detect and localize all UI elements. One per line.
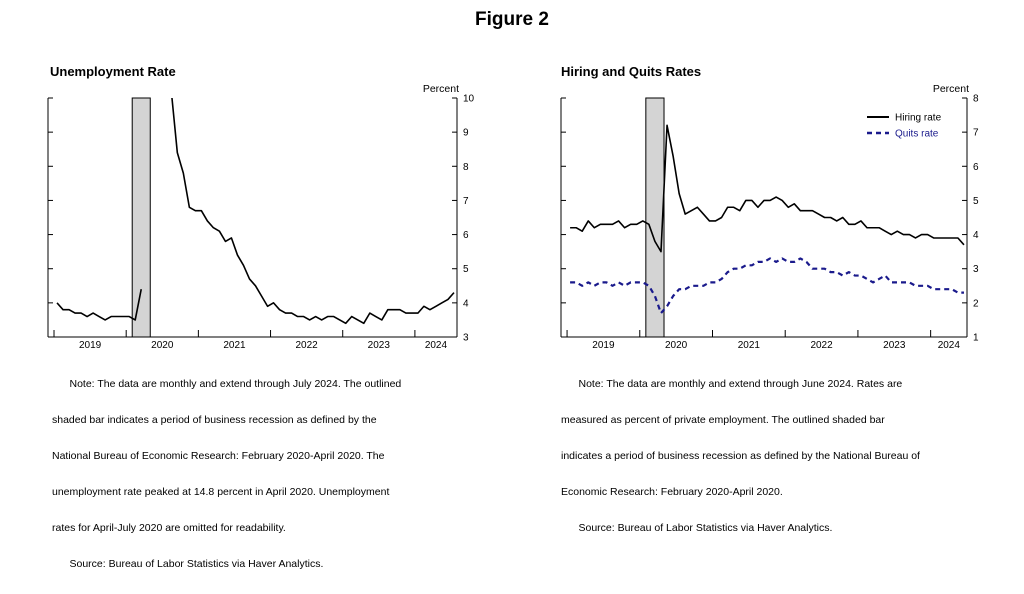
x-tick-label: 2019 <box>78 340 102 351</box>
x-tick-label: 2019 <box>592 340 615 351</box>
y-tick-label: 6 <box>463 230 469 242</box>
x-tick-label: 2023 <box>883 340 906 351</box>
y-tick-label: 2 <box>973 298 979 310</box>
note-line: Economic Research: February 2020-April 2020. <box>561 486 783 498</box>
y-tick-label: 4 <box>973 230 979 242</box>
y-tick-label: 5 <box>463 264 469 276</box>
note-line: measured as percent of private employment. The outlined shaded bar <box>561 414 885 426</box>
note-line: Source: Bureau of Labor Statistics via Haver Analytics. <box>561 522 833 534</box>
x-tick-label: 2023 <box>367 340 390 351</box>
note-line: rates for April-July 2020 are omitted for readability. <box>52 522 286 534</box>
unemployment-panel <box>0 0 475 570</box>
note-line: National Bureau of Economic Research: February 2020-April 2020. The <box>52 450 385 462</box>
hiring-quits-note <box>561 354 920 558</box>
y-axis-label: Percent <box>932 83 969 95</box>
hiring-quits-panel <box>512 0 982 534</box>
y-tick-label: 3 <box>463 332 469 344</box>
y-tick-label: 7 <box>463 195 469 207</box>
note-line: indicates a period of business recession as defined by the National Bureau of <box>561 450 920 462</box>
y-tick-label: 4 <box>463 298 469 310</box>
x-tick-label: 2022 <box>810 340 833 351</box>
hiring-quits-chart <box>512 60 982 350</box>
y-tick-label: 8 <box>973 93 979 105</box>
note-line: Source: Bureau of Labor Statistics via Haver Analytics. <box>52 558 324 570</box>
x-tick-label: 2024 <box>424 340 448 351</box>
note-line: shaded bar indicates a period of business recession as defined by the <box>52 414 377 426</box>
unemployment-panel-title: Unemployment Rate <box>50 64 176 79</box>
note-line: Note: The data are monthly and extend through June 2024. Rates are <box>561 378 903 390</box>
y-tick-label: 6 <box>973 161 979 173</box>
note-line: Note: The data are monthly and extend through July 2024. The outlined <box>52 378 402 390</box>
legend-label: Quits rate <box>895 128 939 140</box>
y-tick-label: 3 <box>973 264 979 276</box>
hiring-rate-line <box>570 125 964 251</box>
recession-bar <box>646 98 664 337</box>
quits-rate-line <box>570 258 964 313</box>
x-tick-label: 2020 <box>151 340 174 351</box>
y-tick-label: 5 <box>973 195 979 207</box>
y-tick-label: 10 <box>463 93 475 105</box>
x-tick-label: 2021 <box>223 340 246 351</box>
x-tick-label: 2020 <box>665 340 688 351</box>
y-axis-label: Percent <box>422 83 459 95</box>
y-tick-label: 8 <box>463 161 469 173</box>
series-0-line <box>57 289 141 320</box>
unemployment-note <box>52 354 401 594</box>
unemployment-chart <box>0 60 475 351</box>
recession-bar <box>132 98 150 337</box>
note-line: unemployment rate peaked at 14.8 percent in April 2020. Unemployment <box>52 486 390 498</box>
x-tick-label: 2021 <box>737 340 760 351</box>
y-tick-label: 9 <box>463 127 469 139</box>
series-0-line <box>171 91 454 323</box>
legend-label: Hiring rate <box>895 112 942 124</box>
figure-title: Figure 2 <box>475 9 549 30</box>
x-tick-label: 2022 <box>295 340 318 351</box>
x-tick-label: 2024 <box>937 340 960 351</box>
hiring-quits-panel-title: Hiring and Quits Rates <box>561 64 702 79</box>
y-tick-label: 7 <box>973 127 979 139</box>
y-tick-label: 1 <box>973 332 979 344</box>
